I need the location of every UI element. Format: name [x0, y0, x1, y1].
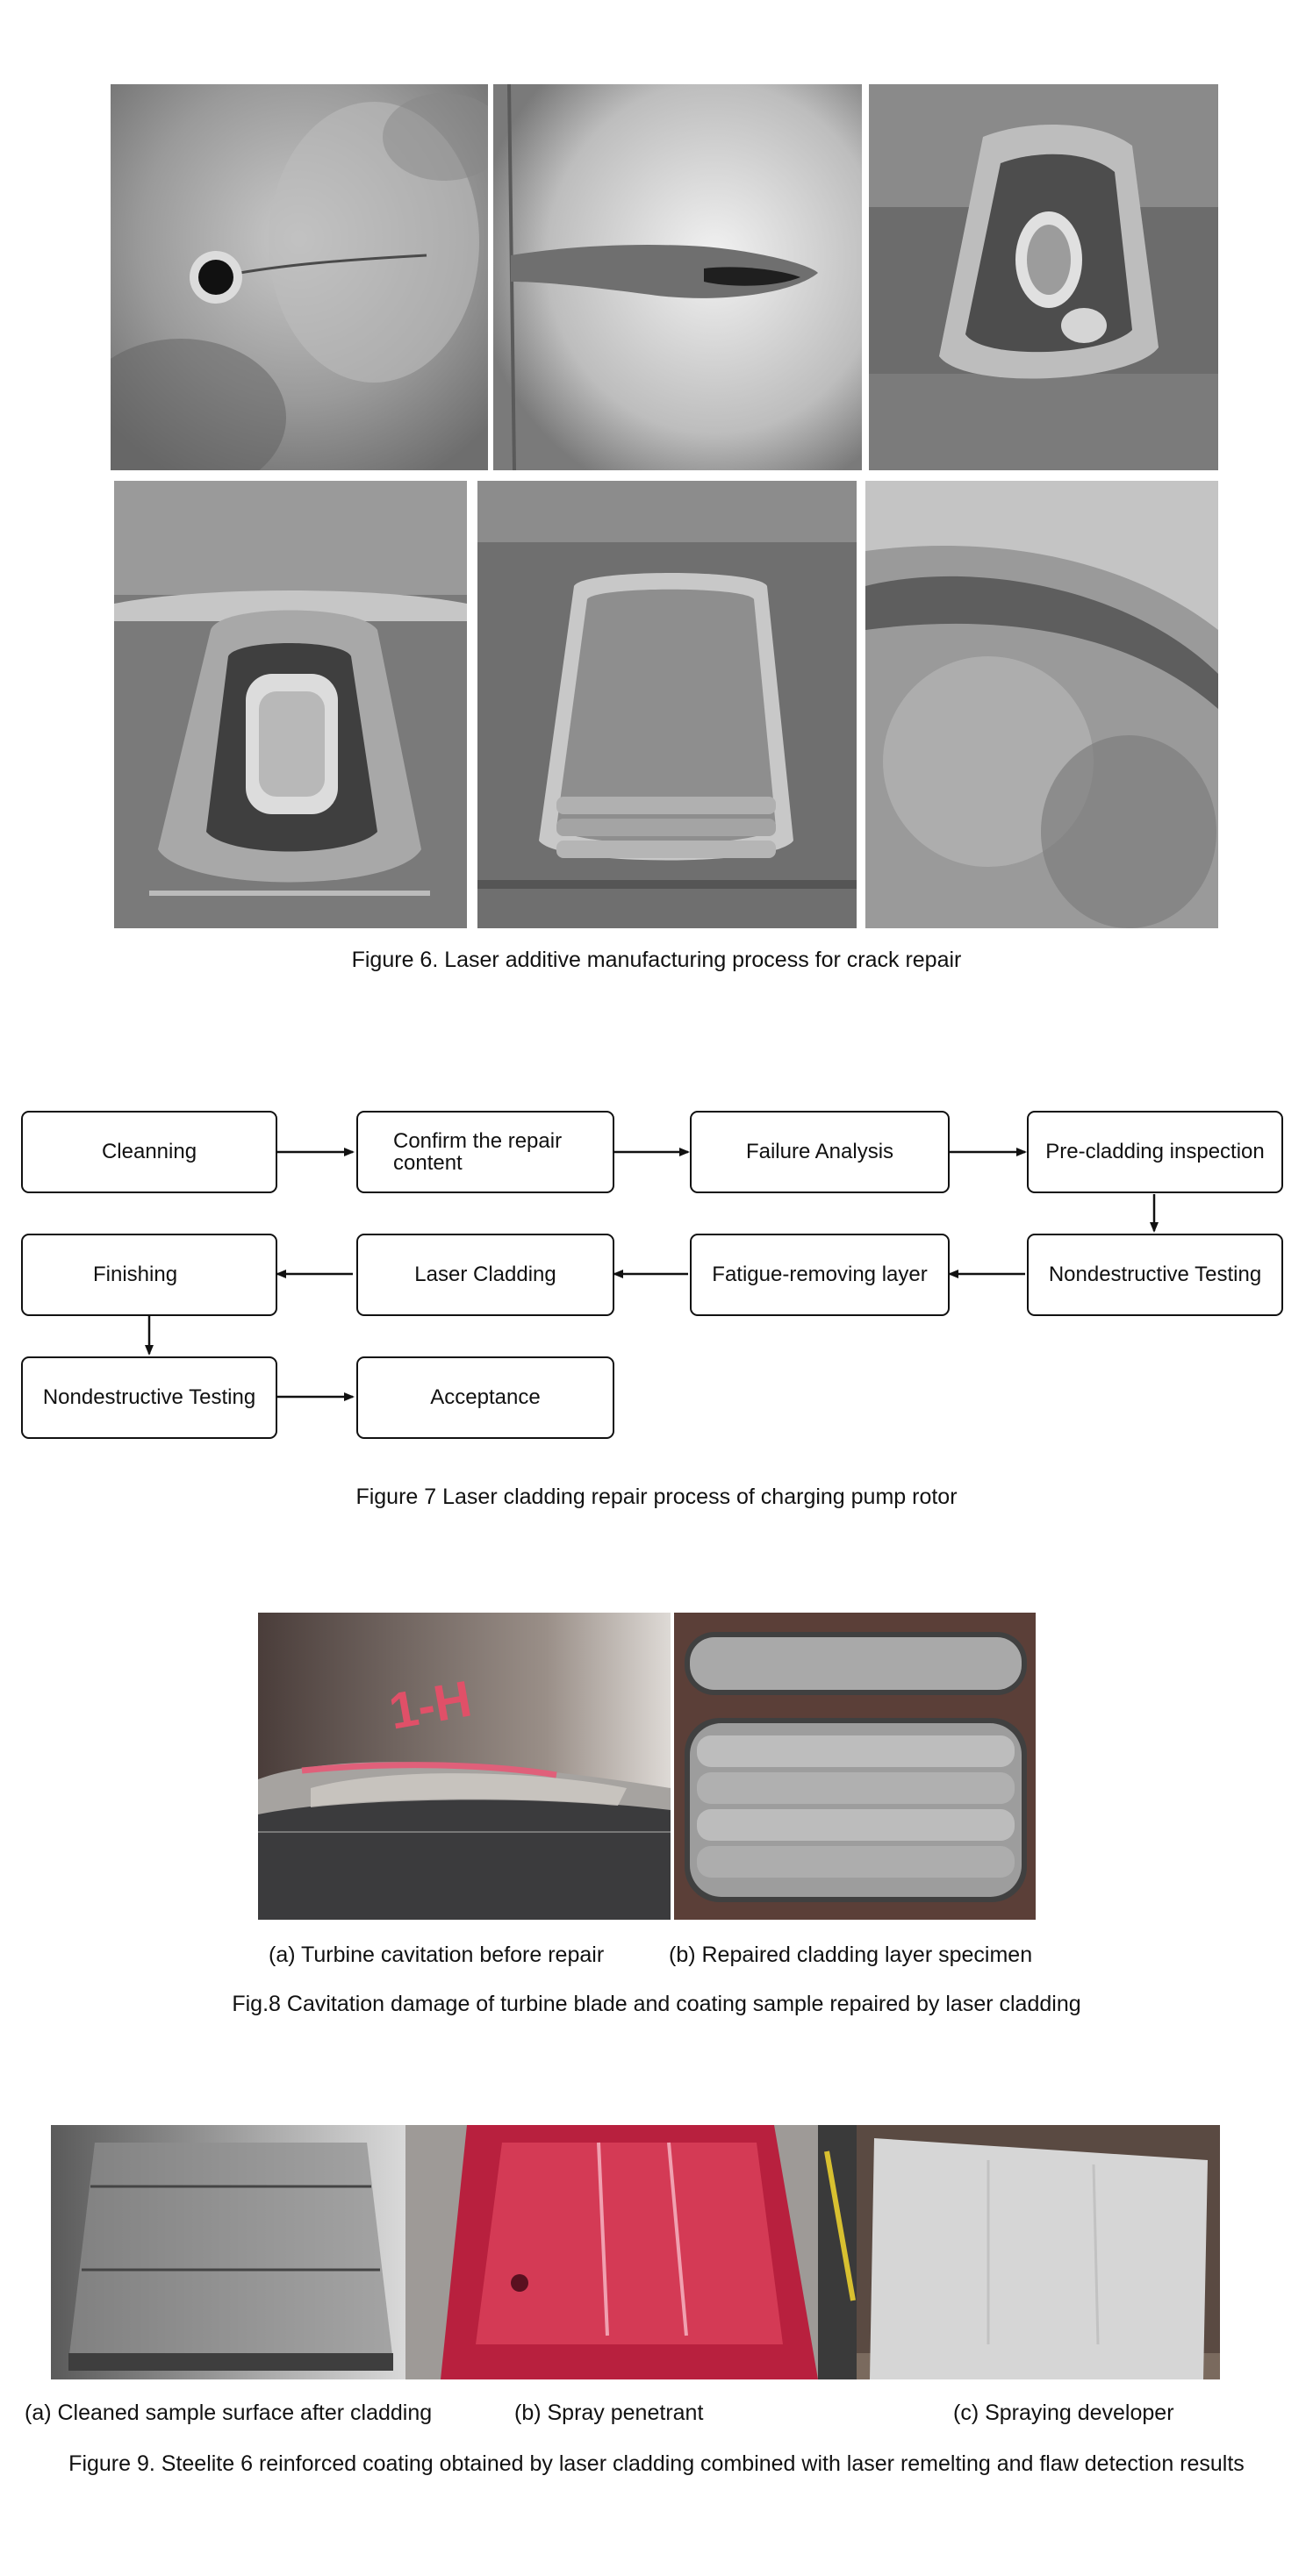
figure6-photo-drilled-hole [111, 84, 488, 470]
figure9-subcaption-c: (c) Spraying developer [953, 2401, 1174, 2425]
flow-step-acceptance: Acceptance [356, 1356, 614, 1439]
figure8-photo-turbine-cavitation [258, 1613, 671, 1920]
figure9-caption: Figure 9. Steelite 6 reinforced coating obtained by laser cladding combined with laser remelting and flaw detection results [68, 2451, 1245, 2476]
flow-step-finishing: Finishing [21, 1234, 277, 1316]
figure9-subcaption-b: (b) Spray penetrant [514, 2401, 704, 2425]
flow-step-failure-analysis: Failure Analysis [690, 1111, 950, 1193]
figure6-caption: Figure 6. Laser additive manufacturing process for crack repair [351, 948, 962, 972]
figure9-photo-cleaned-surface [51, 2125, 405, 2379]
flow-step-nondestructive-testing-2: Nondestructive Testing [21, 1356, 277, 1439]
figure9-subcaption-a: (a) Cleaned sample surface after cladding [25, 2401, 433, 2425]
figure6-photo-filled-groove [114, 481, 467, 928]
figure6-photo-crack-gouge [493, 84, 862, 470]
flow-step-cleanning: Cleanning [21, 1111, 277, 1193]
figure8-photo-cladding-specimen [674, 1613, 1036, 1920]
figure8-caption: Fig.8 Cavitation damage of turbine blade and coating sample repaired by laser cladding [232, 1992, 1081, 2016]
flow-step-laser-cladding: Laser Cladding [356, 1234, 614, 1316]
flow-step-nondestructive-testing-1: Nondestructive Testing [1027, 1234, 1283, 1316]
photo-mark: 1-H [384, 1670, 476, 1741]
figure6-photo-finished-surface [865, 481, 1218, 928]
flow-step-confirm-repair-content: Confirm the repair content [356, 1111, 614, 1193]
figure9-photo-spray-penetrant [405, 2125, 857, 2379]
figure7-caption: Figure 7 Laser cladding repair process of charging pump rotor [355, 1485, 958, 1509]
figure6-photo-machined-groove [869, 84, 1218, 470]
figure8-subcaption-b: (b) Repaired cladding layer specimen [669, 1943, 1033, 1967]
figure9-photo-spraying-developer [857, 2125, 1220, 2379]
figure8-subcaption-a: (a) Turbine cavitation before repair [269, 1943, 605, 1967]
figure6-photo-cladded-groove [477, 481, 857, 928]
flow-step-pre-cladding-inspection: Pre-cladding inspection [1027, 1111, 1283, 1193]
flow-step-fatigue-removing-layer: Fatigue-removing layer [690, 1234, 950, 1316]
